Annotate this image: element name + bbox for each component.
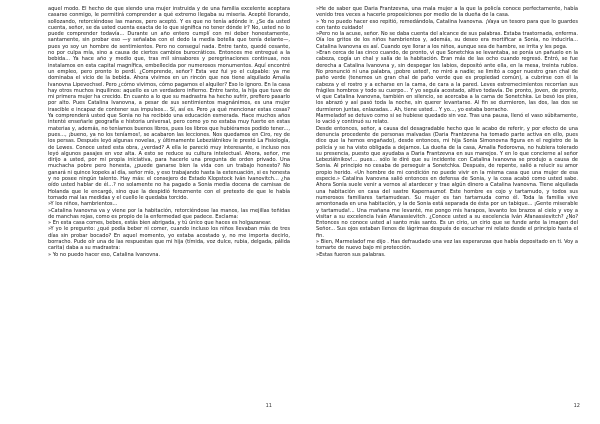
paragraph: » En esta casa comes, bebes, estás bien abrigada, y tú único que haces es holgazanear. bbox=[48, 220, 272, 227]
right-page bbox=[300, 0, 600, 424]
paragraph: »Y los niños, hambrientos... bbox=[48, 201, 118, 208]
paragraph: »Y yo le pregunto: ¿qué podía beber ni comer, cuando incluso los niños llevaban más de tres días sin probar bocado? En aquel momento, yo estaba acostado y, no me importa decirlo, borracho. Pude oír una de las respuestas que mi hija (tímida, voz dulce, rubia, delgada, pálida carita) daba a su madrastra: bbox=[48, 226, 290, 252]
left-page-text bbox=[48, 6, 290, 258]
paragraph: »Pero no la acuse, señor. No se daba cuenta del alcance de sus palabras. Estaba trastornada, enferma. Oía los gritos de los niños hambrientos y, además, su deseo era mortificar a Sonia, no inducirla... Catalina Ivanovna es así. Cuando oye llorar a los niños, aunque sea de hambre, se irrita y les pega. bbox=[316, 31, 578, 50]
paragraph: »Eran cerca de las cinco cuando, de pronto, vi que Sonetchka se levantaba, se ponía un pañuelo en la cabeza, cogía un chal y salía de la habitación. Eran más de las ocho cuando regresó. Entró, se fue derecha a Catalina Ivanovna y, sin despegar los labios, depositó ante ella, en la mesa, treinta rublos. No pronunció ni una palabra, ¡pobre usted!, no miró a nadie; se limitó a coger nuestro gran chal de paño verde (tenemos un gran chal de paño verde que es propiedad común), a cubrirse con él la cabeza y el rostro y a echarse en la cama, de cara a la pared. Leves estremecimientos recorrían sus frágiles hombros y todo su cuerpo... Y yo seguía acostado, altivo todavía. De pronto, joven, de pronto, vi que Catalina Ivanovna, también en silencio, se acercaba a la cama de Sonetchka. Le besó los pies, los abrazó y así pasó toda la noche, sin querer levantarse. Al fin se durmieron, las dos, las dos se durmieron juntas, enlazadas... Ah, tiene usted... Y yo..., yo estaba borracho. bbox=[316, 50, 578, 113]
paragraph: » Bien, Marmeladof me dijo . Has defraudado una vez las esperanzas que había depositado en ti. Voy a tomarte de nuevo bajo mi protección. bbox=[316, 238, 578, 252]
paragraph: Marmeladof se detuvo como si se hubiese quedado sin voz. Tras una pausa, llenó el vaso súbitamente, lo vació y continuó su relato. bbox=[316, 113, 578, 126]
page-number-left: 11 bbox=[265, 403, 272, 409]
page-number-right: 12 bbox=[573, 403, 580, 409]
right-page-text bbox=[316, 6, 578, 258]
paragraph: aquel modo. El hecho de que siendo una mujer instruida y de una familia excelente aceptara casarse conmigo, le permitirá comprender a qué extremo llegaba su miseria. Acepté llorando, sollozando, retorciéndose las manos, pero aceptó. Y es que no tenía adónde ir. ¿Se da usted cuenta, señor, se da usted cuenta exacta de lo que significa no tener dónde ir? No, usted no lo puede comprender todavía... Durante un año entero cumplí con mi deber honestamente, santamente, sin probar eso —y señalaba con el dedo la media botella que tenía delante—, pues yo soy un hombre de sentimientos. Pero no conseguí nada. Entre tanto, quedé cesante, no por culpa mía, sino a causa de ciertos cambios burocráticos. Entonces me entregué a la bebida... Ya hace año y medio que, tras mil sinsabores y peregrinaciones continuas, nos instalamos en esta capital magnífica, embellecida por numerosos monumentos. Aquí encontré un empleo, pero pronto lo perdí. ¿Comprende, señor? Esta vez fui yo el culpable: ya me dominaba el vicio de la bebida. Ahora vivimos en un rincón que nos tiene alquilado Amalia Ivanovna Lipevechsel. Pero ¿cómo vivimos, cómo pagamos el alquiler? Eso lo ignoro. En la casa hay otros muchos inquilinos: aquello es un verdadero infierno. Entre tanto, la hija que tuve de mi primera mujer ha crecido. En cuanto a lo que su madrastra ha hecho sufrir, prefiero pasarlo por alto. Pues Catalina Ivanovna, a pesar de sus sentimientos magnánimos, es una mujer irascible e incapaz de contener sus impulsos... Sí, así es. Pero ¿a qué mencionar estas cosas? Ya comprenderá usted que Sonia no ha recibido una educación esmerada. Hace muchos años intenté enseñarle geografía e historia universal, pero como yo no estaba muy fuerte en estas materias y, además, no teníamos buenos libros, pues los libros que hubiéramos podido tener..., pues..., ¡bueno, ya no los teníamos!, se acabaron las lecciones. Nos quedamos en Ciro, rey de los persas. Después leyó algunas novelas, y últimamente Lebeziátnikov le prestó La Fisiología, de Lewes. Conoce usted esta obra, ¿verdad? A ella le pareció muy interesante, e incluso nos leyó algunos pasajes en voz alta. A esto se reduce su cultura intelectual. Ahora, señor, me dirijo a usted, por mi propia iniciativa, para hacerle una pregunta de orden privado. Una muchacha pobre pero honesta, ¿puede ganarse bien la vida con un trabajo honesto? No ganará ni quince kopeks al día, señor mío, y eso trabajando hasta la extenuación, si es honesta y no posee ningún talento. Hay más: el consejero de Estado Klopstock Iván Ivanovitch... ¿ha oído usted hablar de él...? no solamente no ha pagado a Sonia media docena de camisas de Holanda que le encargó, sino que la despidió ferozmente con el pretexto de que le había tomado mal las medidas y el cuello le quedaba torcido. bbox=[48, 6, 290, 201]
paragraph: »Estas fueron sus palabras. bbox=[316, 251, 386, 258]
paragraph: » Yo no puedo hacer eso, Catalina Ivanovna. bbox=[48, 251, 161, 258]
paragraph: »Catalina Ivanovna va y viene por la habitación, retorciéndose las manos, las mejillas teñidas de manchas rojas, como es propio de la enfermedad que padece. Exclama: bbox=[48, 207, 290, 220]
paragraph: »He de saber que Daria Frantzevna, una mala mujer a la que la policía conoce perfectamente, había venido tres veces a hacerle proposiciones por medio de la dueña de la casa. bbox=[316, 6, 578, 19]
paragraph: Desde entonces, señor, a causa del desagradable hecho que le acabo de referir, y por efecto de una denuncia procedente de personas malvadas (Daria Frantzevna ha tomado parte activa en ello, pues dice que la hemos engañado), desde entonces, mi hija Sonia Simonovna figura en el registro de la policía y se ha visto obligada a dejarnos. La dueña de la casa, Amalia Fedorovna, no hubiera tolerado su presencia, puesto que ayudaba a Daria Frantzevna en sus manejos. Y en lo que concierne al señor Lebeziátnikov!... pues... sólo le diré que su incidente con Catalina Ivanovna se produjo a causa de Sonia. Al principio no cesaba de perseguir a Sonetchka. Después, de repente, salió a relucir su amor propio herido. «Un hombre de mi condición no puede vivir en la misma casa que una mujer de esa especie.» Catalina Ivanovna salió entonces en defensa de Sonia, y la cosa acabó como usted sabe. Ahora Sonia suele venir a vernos al atardecer y trae algún dinero a Catalina Ivanovna. Tiene alquilada una habitación en casa del sastre Kapernaumof. Este hombre es cojo y tartamudo, y todos sus numerosos familiares tartamudean. Su mujer es tan tartamuda como él. Toda la familia vive amontonada en una habitación, y la de Sonia está separada de ésta por un tabique... ¡Gente miserable y tartamuda!... Una mañana me levanté, me pongo mis harapos, levanto los brazos al cielo y voy a visitar a su excelencia Iván Afanassievitch. ¿Conoce usted a su excelencia Iván Afanassievitch? ¿No? Entonces no conoce usted al santo más santo. Es un cirio, un cirio que se funde ante la imagen del Señor... Sus ojos estaban llenos de lágrimas después de escuchar mi relato desde el principio hasta el fin. bbox=[316, 125, 578, 239]
paragraph: » Yo no puedo hacer eso repitió, remedándola, Catalina Ivanovna. ¡Vaya un tesoro para que lo guardes con tanto cuidado! bbox=[316, 18, 578, 31]
